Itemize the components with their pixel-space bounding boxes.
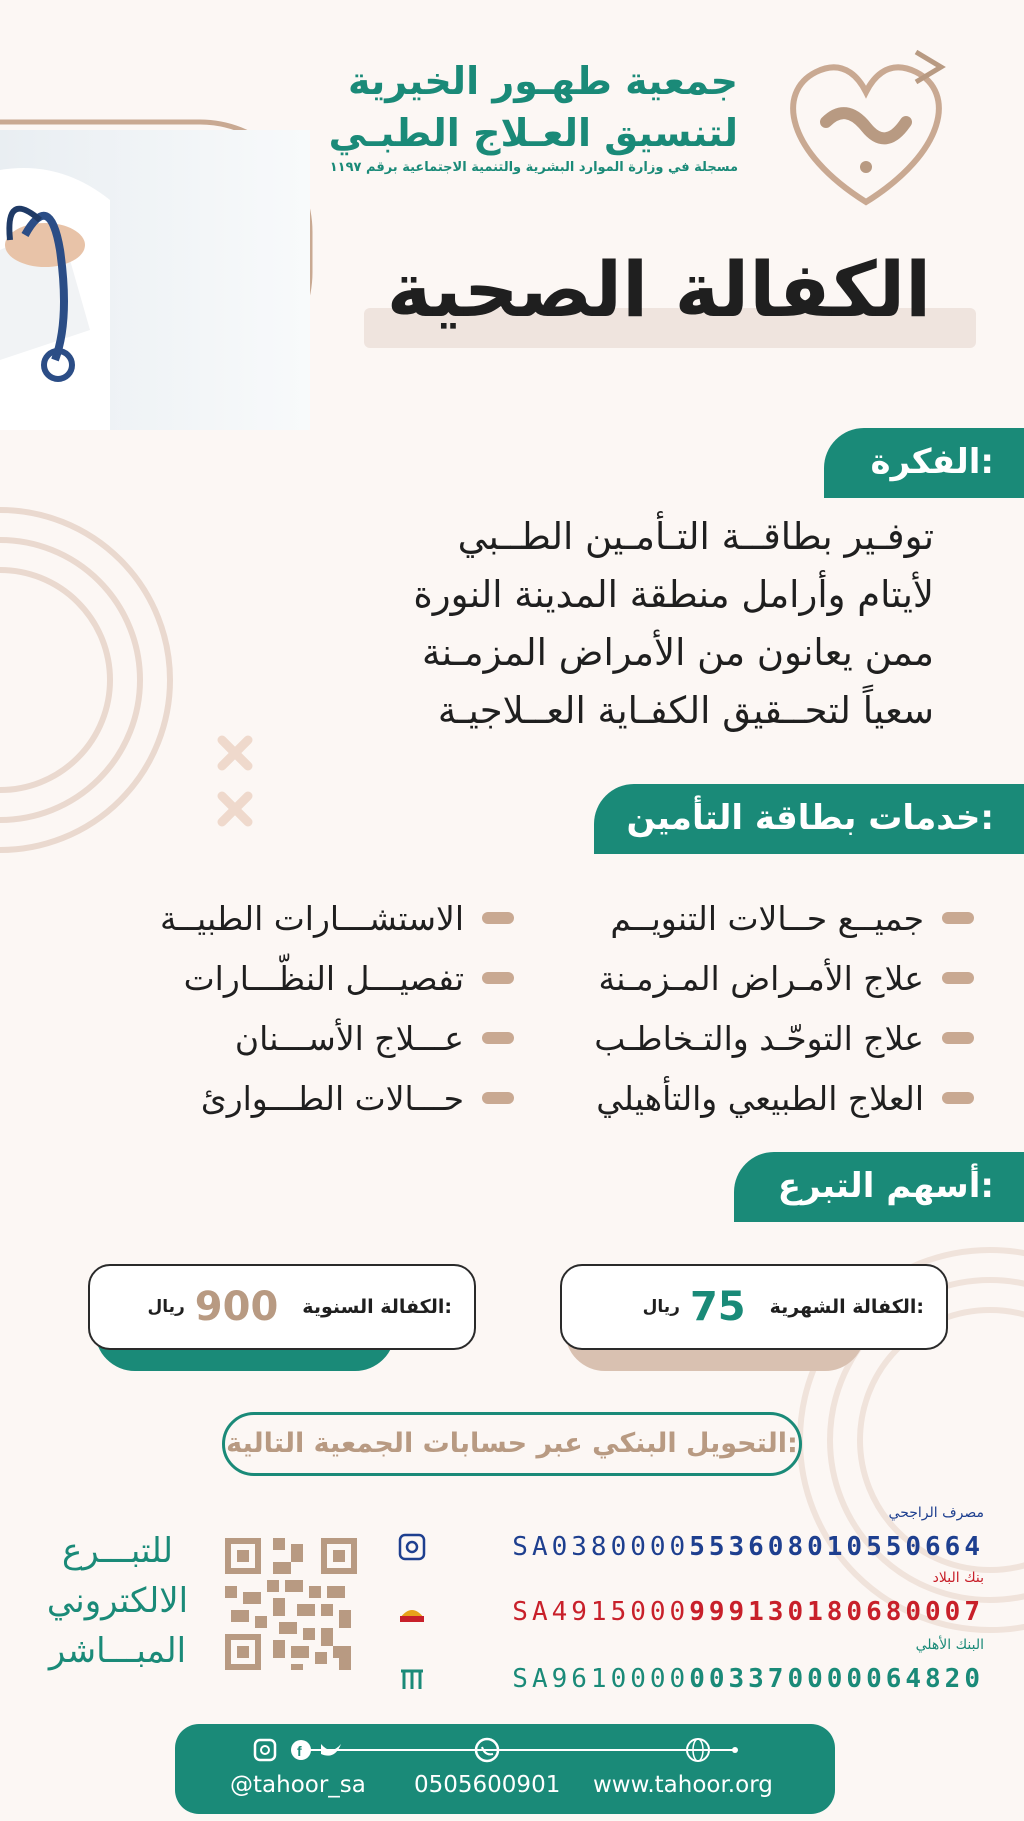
card-currency: ريال bbox=[642, 1297, 680, 1317]
bank-name-alahli: البنك الأهلي bbox=[915, 1637, 984, 1653]
iban-rest: 999130180680007 bbox=[689, 1597, 984, 1627]
card-value: 900 bbox=[194, 1284, 279, 1330]
service-text: جميــع حــالات التنويــم bbox=[610, 898, 924, 938]
bank-transfer-heading: التحويل البنكي عبر حسابات الجمعية التالية: bbox=[222, 1412, 802, 1476]
idea-line-3: ممن يعانون من الأمراض المزمـنة bbox=[421, 631, 934, 674]
iban-prefix: SA4915000 bbox=[512, 1597, 690, 1627]
svg-text:f: f bbox=[297, 1743, 302, 1759]
bullet bbox=[482, 912, 514, 924]
doctor-photo bbox=[0, 130, 310, 430]
service-item bbox=[74, 1013, 514, 1063]
qr-label-line1: للتبـــرع bbox=[61, 1531, 174, 1571]
social-handle[interactable]: @tahoor_sa bbox=[230, 1772, 366, 1798]
iban-rest: 003370000064820 bbox=[689, 1664, 984, 1694]
iban-prefix: SA0380000 bbox=[512, 1532, 690, 1562]
service-text: علاج التوحّـد والتـخاطـب bbox=[594, 1018, 924, 1058]
org-registration: مسجلة في وزارة الموارد البشرية والتنمية الاجتماعية برقم ١١٩٧ bbox=[329, 160, 738, 175]
x-marks bbox=[222, 740, 248, 822]
bank-name-rajhi: مصرف الراجحي bbox=[888, 1505, 984, 1521]
monthly-sponsorship-card[interactable] bbox=[560, 1264, 948, 1350]
card-currency: ريال bbox=[147, 1297, 185, 1317]
qr-label-line2: الالكتروني bbox=[46, 1581, 189, 1621]
idea-line-4: سعياً لتحــقيق الكفـاية العــلاجيـة bbox=[437, 689, 934, 732]
instagram-icon bbox=[255, 1740, 275, 1760]
service-item bbox=[74, 893, 514, 943]
bullet bbox=[942, 1092, 974, 1104]
website-link[interactable]: www.tahoor.org bbox=[593, 1772, 773, 1798]
card-label: الكفالة السنوية: bbox=[302, 1296, 452, 1318]
facebook-icon bbox=[291, 1740, 311, 1760]
service-item bbox=[534, 1073, 974, 1123]
idea-line-1: توفـير بطاقــة التـأمـين الطــبي bbox=[457, 515, 934, 558]
phone-number[interactable]: 0505600901 bbox=[414, 1772, 561, 1798]
page-title: الكفالة الصحية bbox=[386, 245, 932, 334]
iban-albilad[interactable] bbox=[404, 1597, 984, 1627]
service-text: عـــلاج الأســـنان bbox=[234, 1018, 464, 1058]
globe-icon bbox=[687, 1739, 709, 1761]
service-text: تفصيـــل النظّـــارات bbox=[183, 958, 464, 998]
services-heading: خدمات بطاقة التأمين: bbox=[594, 784, 1024, 854]
qr-label-line3: المبـــاشر bbox=[48, 1631, 187, 1671]
service-text: حـــالات الطـــوارئ bbox=[200, 1078, 464, 1118]
donate-heading: أسهم التبرع: bbox=[734, 1152, 1024, 1222]
iban-rajhi[interactable] bbox=[404, 1532, 984, 1562]
service-item bbox=[534, 953, 974, 1003]
bullet bbox=[482, 972, 514, 984]
org-name-line2: لتنسيق العـلاج الطبـي bbox=[328, 111, 738, 155]
bank-name-albilad: بنك البلاد bbox=[932, 1570, 984, 1586]
iban-prefix: SA9610000 bbox=[512, 1664, 690, 1694]
service-text: علاج الأمـراض المـزمـنة bbox=[598, 958, 924, 998]
bullet bbox=[942, 1032, 974, 1044]
service-item bbox=[534, 1013, 974, 1063]
org-name bbox=[318, 55, 738, 159]
bullet bbox=[482, 1032, 514, 1044]
service-text: العلاج الطبيعي والتأهيلي bbox=[596, 1078, 924, 1118]
annual-sponsorship-card[interactable] bbox=[88, 1264, 476, 1350]
service-item bbox=[534, 893, 974, 943]
card-label: الكفالة الشهرية: bbox=[769, 1296, 924, 1318]
footer-icons bbox=[175, 1724, 835, 1774]
qr-code[interactable] bbox=[225, 1538, 357, 1670]
bullet bbox=[942, 972, 974, 984]
iban-rest: 553608010550664 bbox=[689, 1532, 984, 1562]
service-item bbox=[74, 1073, 514, 1123]
albilad-icon bbox=[398, 1598, 426, 1626]
card-value: 75 bbox=[689, 1284, 746, 1330]
idea-heading: الفكرة: bbox=[824, 428, 1024, 498]
iban-alahli[interactable] bbox=[404, 1664, 984, 1694]
alahli-icon bbox=[398, 1665, 426, 1693]
service-text: الاستشـــارات الطبيــة bbox=[160, 898, 464, 938]
bullet bbox=[942, 912, 974, 924]
service-item bbox=[74, 953, 514, 1003]
idea-line-2: لأيتام وأرامل منطقة المدينة النورة bbox=[413, 573, 934, 616]
org-name-line1: جمعية طهـور الخيرية bbox=[347, 59, 738, 103]
tahoor-logo bbox=[766, 32, 966, 212]
bullet bbox=[482, 1092, 514, 1104]
rajhi-icon bbox=[398, 1533, 426, 1561]
